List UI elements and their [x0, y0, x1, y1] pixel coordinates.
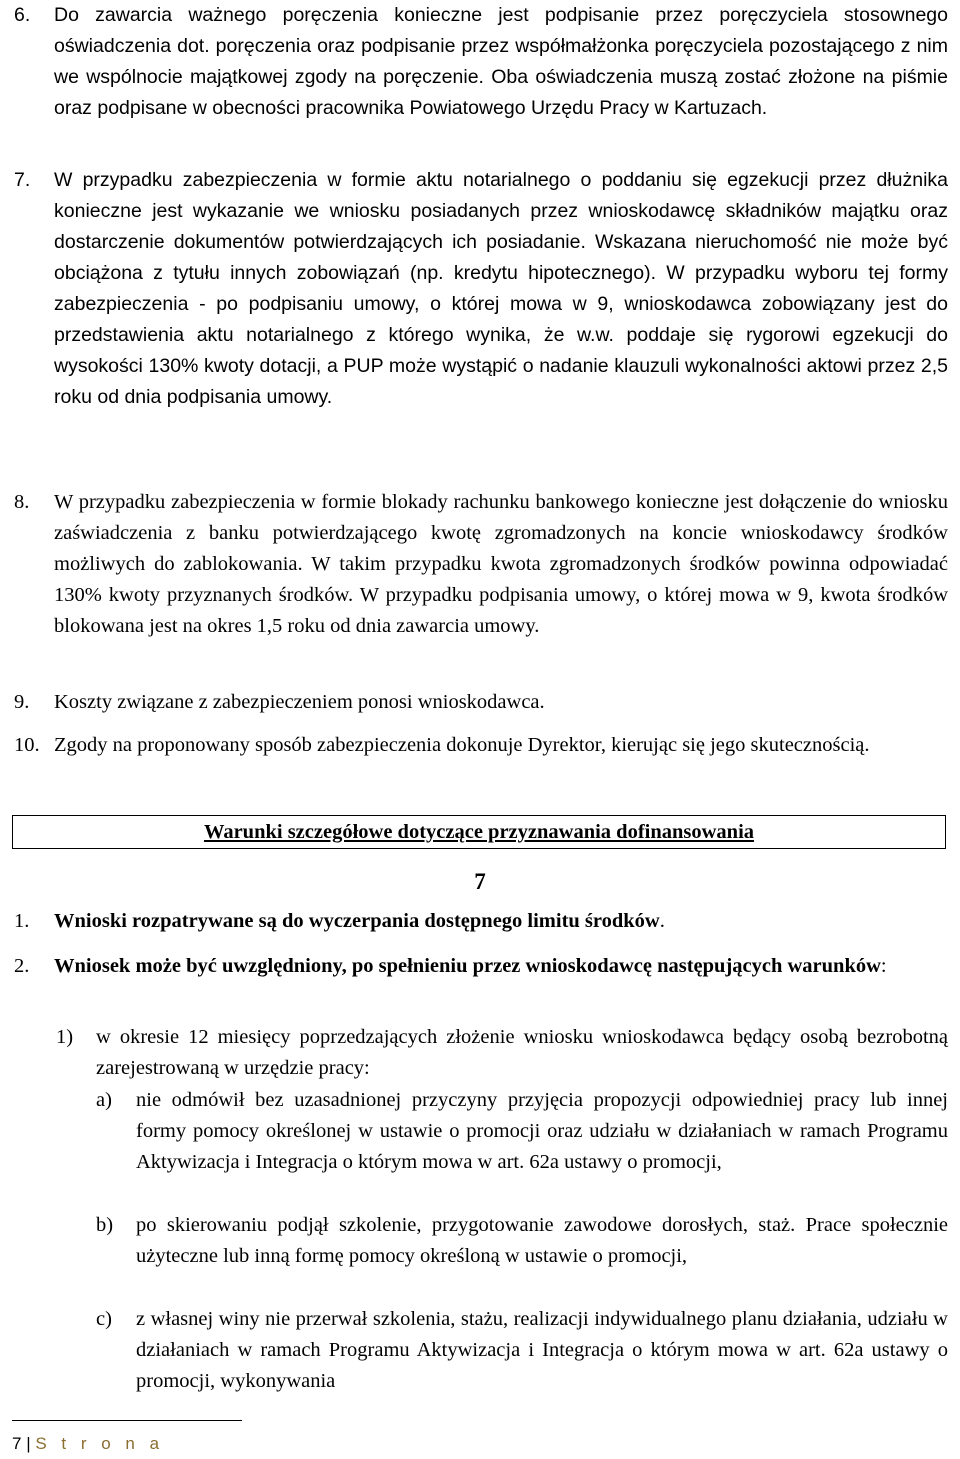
condition-2-point-1-b [96, 1210, 948, 1272]
page-number: 7 [12, 1434, 22, 1453]
subpoint-letter: c) [96, 1308, 112, 1330]
paragraph-text: Do zawarcia ważnego poręczenia konieczne jest podpisanie przez poręczyciela stosownego oświadczenia dot. poręczenia oraz podpisanie przez współmałżonka poręczyciela pozostającego z nim we wspólnocie majątkowej zgody na poręczenie. Oba oświadczenia muszą zostać złożone na piśmie oraz podpisane w obecności pracownika Powiatowego Urzędu Pracy w Kartuzach. [54, 4, 948, 119]
condition-number: 2. [14, 955, 30, 977]
point-number: 1) [56, 1026, 74, 1048]
paragraph-10 [14, 730, 948, 761]
subpoint-text: z własnej winy nie przerwał szkolenia, stażu, realizacji indywidualnego planu działania, udziału w działaniach w ramach Programu Aktywizacja i Integracja o którym mowa w art. 62a ustawy o promocji, wykonywania [136, 1308, 948, 1392]
paragraph-text: Zgody na proponowany sposób zabezpieczenia dokonuje Dyrektor, kierując się jego skutecznością. [54, 734, 870, 756]
condition-2-point-1-c [96, 1304, 948, 1397]
paragraph-7 [14, 165, 948, 413]
page-footer [12, 1433, 164, 1455]
paragraph-number: 10. [14, 734, 40, 756]
condition-tail: : [880, 955, 887, 977]
footer-separator: | [21, 1434, 36, 1453]
condition-number: 1. [14, 910, 30, 932]
paragraph-8 [14, 487, 948, 642]
section-heading: Warunki szczegółowe dotyczące przyznawania dofinansowania [12, 815, 946, 849]
condition-text: Wniosek może być uwzględniony, po spełnieniu przez wnioskodawcę następujących warunków [54, 955, 881, 977]
section-number: 7 [474, 869, 486, 894]
condition-2 [14, 951, 948, 982]
paragraph-text: Koszty związane z zabezpieczeniem ponosi wnioskodawca. [54, 691, 545, 713]
footer-divider [12, 1420, 242, 1421]
point-text: w okresie 12 miesięcy poprzedzających złożenie wniosku wnioskodawca będący osobą bezrobotną zarejestrowaną w urzędzie pracy: [96, 1026, 948, 1079]
condition-2-point-1-a [96, 1085, 948, 1178]
paragraph-number: 7. [14, 169, 31, 191]
paragraph-6 [14, 0, 948, 124]
paragraph-number: 8. [14, 491, 30, 513]
paragraph-9 [14, 687, 948, 718]
subpoint-letter: a) [96, 1089, 112, 1111]
condition-text: Wnioski rozpatrywane są do wyczerpania dostępnego limitu środków [54, 910, 660, 932]
page-label: S t r o n a [35, 1434, 165, 1453]
paragraph-text: W przypadku zabezpieczenia w formie aktu notarialnego o poddaniu się egzekucji przez dłużnika konieczne jest wykazanie we wniosku posiadanych przez wnioskodawcę składników majątku oraz dostarczenie dokumentów potwierdzających ich posiadanie. Wskazana nieruchomość nie może być obciążona z tytułu innych zobowiązań (np. kredytu hipotecznego). W przypadku wyboru tej formy zabezpieczenia - po podpisaniu umowy, o której mowa w 9, wnioskodawca zobowiązany jest do przedstawienia aktu notarialnego z którego wynika, że w.w. poddaje się rygorowi egzekucji do wysokości 130% kwoty dotacji, a PUP może wystąpić o nadanie klauzuli wykonalności aktowi przez 2,5 roku od dnia podpisania umowy. [54, 169, 948, 408]
paragraph-text: W przypadku zabezpieczenia w formie blokady rachunku bankowego konieczne jest dołączenie do wniosku zaświadczenia z banku potwierdzającego kwotę zgromadzonych na koncie wnioskodawcy środków możliwych do zablokowania. W takim przypadku kwota zgromadzonych środków powinna odpowiadać 130% kwoty przyznanych środków. W przypadku podpisania umowy, o której mowa w 9, kwota środków blokowana jest na okres 1,5 roku od dnia zawarcia umowy. [54, 491, 948, 637]
condition-2-point-1 [56, 1022, 948, 1084]
subpoint-text: nie odmówił bez uzasadnionej przyczyny przyjęcia propozycji odpowiedniej pracy lub innej formy pomocy określonej w ustawie o promocji oraz udziału w działaniach w ramach Programu Aktywizacja i Integracja o którym mowa w art. 62a ustawy o promocji, [136, 1089, 948, 1173]
paragraph-number: 6. [14, 4, 31, 26]
subpoint-text: po skierowaniu podjął szkolenie, przygotowanie zawodowe dorosłych, staż. Prace społecznie użyteczne lub inną formę pomocy określoną w ustawie o promocji, [136, 1214, 948, 1267]
condition-tail: . [659, 910, 665, 932]
condition-1 [14, 906, 948, 937]
subpoint-letter: b) [96, 1214, 114, 1236]
paragraph-number: 9. [14, 691, 30, 713]
